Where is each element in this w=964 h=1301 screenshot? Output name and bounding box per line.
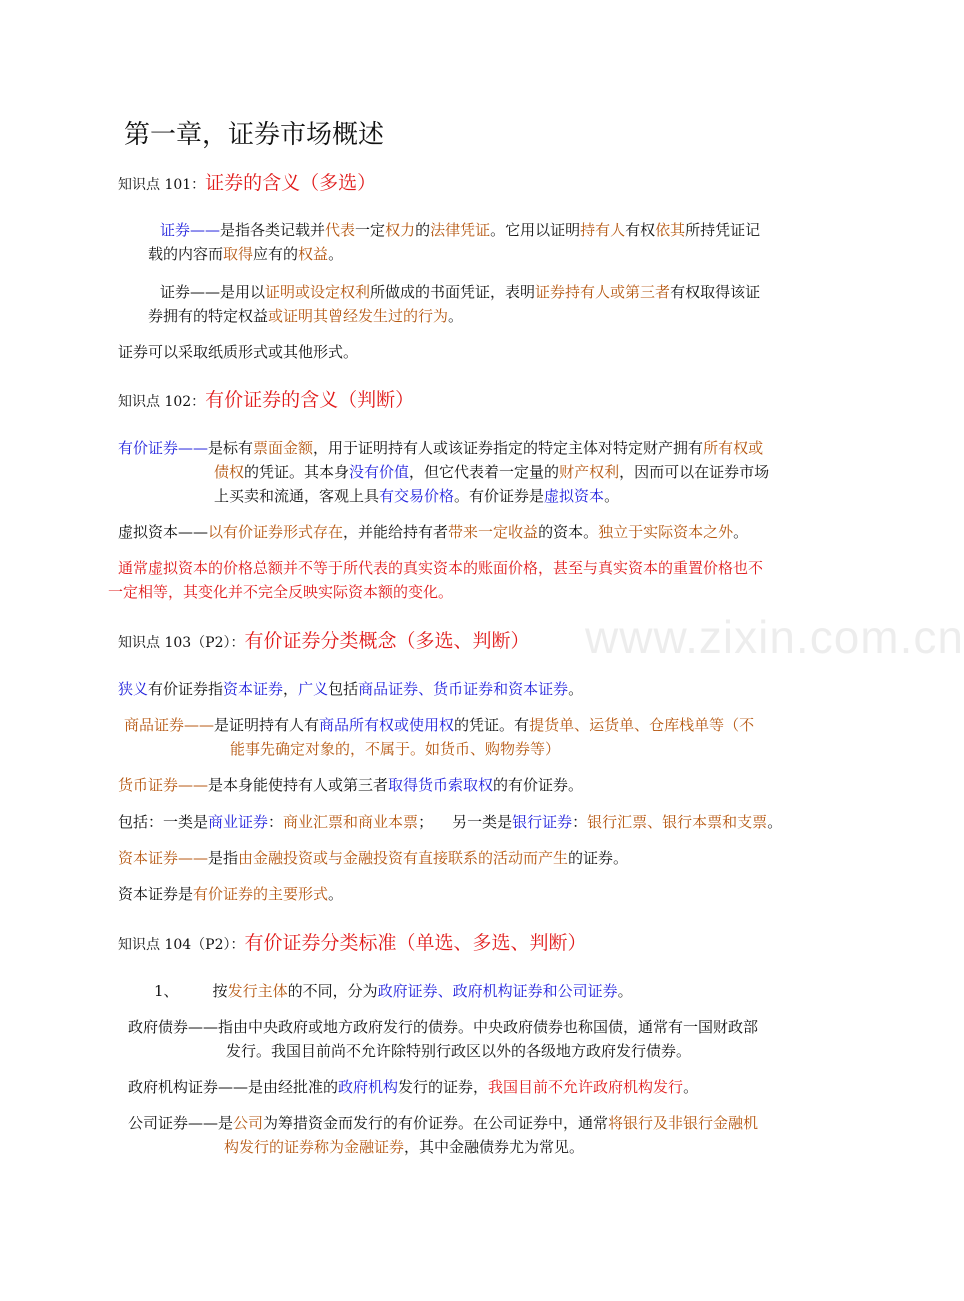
highlight: 独立于实际资本之外 bbox=[598, 523, 734, 541]
text: 。 bbox=[683, 1078, 699, 1096]
text: 所做成的书面凭证，表明 bbox=[370, 283, 536, 301]
term: 商品证券、货币证券和资本证券 bbox=[358, 680, 569, 698]
text: 的证券。 bbox=[568, 849, 629, 867]
kp103-p1 bbox=[118, 677, 583, 701]
kp104-p1-line2: 发行。我国目前尚不允许除特别行政区以外的各级地方政府发行债券。 bbox=[226, 1042, 692, 1060]
kp101-p2-line1 bbox=[160, 280, 760, 304]
text: 的凭证。其本身 bbox=[244, 463, 350, 481]
term: 商品所有权或使用权 bbox=[319, 716, 455, 734]
kp103-p5 bbox=[118, 846, 628, 870]
highlight: 权益 bbox=[298, 245, 329, 263]
text: ，其中金融债券尤为常见。 bbox=[404, 1138, 585, 1156]
kp102-p3-line1: 通常虚拟资本的价格总额并不等于所代表的真实资本的账面价格，甚至与真实资本的重置价格也不 bbox=[118, 559, 764, 577]
highlight: 财产权利 bbox=[559, 463, 620, 481]
text: 是标有 bbox=[208, 439, 254, 457]
highlight: 货币证券—— bbox=[118, 776, 209, 794]
highlight: 依其 bbox=[655, 221, 686, 239]
text: ，并能给持有者 bbox=[343, 523, 449, 541]
kp104-p3-line1 bbox=[128, 1111, 758, 1135]
text: 是指 bbox=[208, 849, 239, 867]
text: 。 bbox=[604, 487, 620, 505]
highlight: 商业汇票和商业本票 bbox=[283, 813, 419, 831]
text: 政府机构证券——是由经批准的 bbox=[128, 1078, 339, 1096]
kp102-prefix: 知识点 102： bbox=[118, 394, 206, 410]
text: 证券——是用以 bbox=[160, 283, 266, 301]
kp104-item1 bbox=[154, 979, 633, 1003]
kp102-heading bbox=[118, 385, 414, 417]
kp102-p1-line1 bbox=[118, 436, 763, 460]
highlight: 提货单、运货单、仓库栈单等（不 bbox=[529, 716, 755, 734]
term: 政府证券、政府机构证券和公司证券 bbox=[377, 982, 618, 1000]
highlight: 法律凭证 bbox=[430, 221, 491, 239]
kp103-p4 bbox=[118, 810, 782, 834]
text: ， bbox=[283, 680, 299, 698]
list-number: 1、 bbox=[154, 982, 179, 1000]
term: 广义 bbox=[298, 680, 329, 698]
kp103-p6 bbox=[118, 882, 343, 906]
text: 券拥有的特定权益 bbox=[148, 307, 269, 325]
kp101-p2-line2 bbox=[148, 304, 463, 328]
term: 商业证券 bbox=[208, 813, 269, 831]
term: 虚拟资本 bbox=[544, 487, 605, 505]
text: 资本证券是 bbox=[118, 885, 194, 903]
highlight: 商品证券—— bbox=[124, 716, 215, 734]
kp101-title: 证券的含义（多选） bbox=[205, 172, 377, 194]
text: 应有的 bbox=[253, 245, 299, 263]
kp101-heading bbox=[118, 168, 376, 200]
highlight: 权力 bbox=[385, 221, 416, 239]
kp101-prefix: 知识点 101： bbox=[118, 177, 206, 193]
text: ： bbox=[572, 813, 588, 831]
term: 没有价值 bbox=[349, 463, 410, 481]
kp104-title: 有价证券分类标准（单选、多选、判断） bbox=[244, 932, 587, 954]
kp103-p3 bbox=[118, 773, 583, 797]
text: 一定 bbox=[355, 221, 386, 239]
highlight: 债权 bbox=[214, 463, 245, 481]
watermark: www.zixin.com.cn bbox=[585, 611, 964, 663]
kp102-p2 bbox=[118, 520, 748, 544]
highlight: 公司 bbox=[233, 1114, 264, 1132]
kp103-heading bbox=[118, 626, 530, 658]
emphasis: 我国目前不允许政府机构发行 bbox=[488, 1078, 684, 1096]
text: 的凭证。有 bbox=[454, 716, 530, 734]
text: 包括 bbox=[328, 680, 359, 698]
text: ，用于证明持有人或该证券指定的特定主体对特定财产拥有 bbox=[313, 439, 704, 457]
term: 政府机构 bbox=[338, 1078, 399, 1096]
text: 。 bbox=[617, 982, 633, 1000]
highlight: 票面金额 bbox=[253, 439, 314, 457]
kp101-p1-line2 bbox=[148, 242, 343, 266]
text: 所持凭证记 bbox=[685, 221, 761, 239]
highlight: 由金融投资或与金融投资有直接联系的活动而产生 bbox=[238, 849, 569, 867]
text: 的有价证券。 bbox=[493, 776, 584, 794]
text: 有价证券指 bbox=[148, 680, 224, 698]
text: 的资本。 bbox=[538, 523, 599, 541]
kp104-heading bbox=[118, 928, 587, 960]
kp104-prefix: 知识点 104（P2）： bbox=[118, 937, 245, 953]
text: 有权取得该证 bbox=[670, 283, 761, 301]
text: 是本身能使持有人或第三者 bbox=[208, 776, 389, 794]
highlight: 证明或设定权利 bbox=[265, 283, 371, 301]
kp103-prefix: 知识点 103（P2）： bbox=[118, 635, 245, 651]
text: 。 bbox=[767, 813, 783, 831]
text: 。 bbox=[328, 245, 344, 263]
kp103-p2-line2: 能事先确定对象的，不属于。如货币、购物券等） bbox=[230, 740, 561, 758]
text: 上买卖和流通，客观上具 bbox=[214, 487, 380, 505]
term-security: 证券—— bbox=[160, 221, 221, 239]
text: 发行的证券， bbox=[398, 1078, 489, 1096]
highlight: 有价证券的主要形式 bbox=[193, 885, 329, 903]
highlight: 发行主体 bbox=[227, 982, 288, 1000]
highlight: 构发行的证券称为金融证券 bbox=[224, 1138, 405, 1156]
text: ，因而可以在证券市场 bbox=[619, 463, 770, 481]
kp102-p1-line3 bbox=[214, 484, 619, 508]
highlight: 资本证券—— bbox=[118, 849, 209, 867]
text: 的不同，分为 bbox=[287, 982, 378, 1000]
kp103-p2-line1 bbox=[124, 713, 754, 737]
text: 是指各类记载并 bbox=[220, 221, 326, 239]
text: 的 bbox=[415, 221, 431, 239]
highlight: 所有权或 bbox=[703, 439, 764, 457]
text: 。 bbox=[568, 680, 584, 698]
chapter-title: 第一章，证券市场概述 bbox=[124, 120, 385, 150]
highlight: 以有价证券形式存在 bbox=[208, 523, 344, 541]
kp101-p3: 证券可以采取纸质形式或其他形式。 bbox=[118, 343, 359, 361]
text: ： bbox=[268, 813, 284, 831]
text: 按 bbox=[212, 982, 228, 1000]
kp104-p2 bbox=[128, 1075, 698, 1099]
text: ，但它代表着一定量的 bbox=[409, 463, 560, 481]
text: 。 bbox=[733, 523, 749, 541]
text: 。 bbox=[328, 885, 344, 903]
text: 有权 bbox=[625, 221, 656, 239]
highlight: 将银行及非银行金融机 bbox=[608, 1114, 759, 1132]
kp104-p3-line2 bbox=[224, 1135, 584, 1159]
text: 是证明持有人有 bbox=[214, 716, 320, 734]
term: 狭义 bbox=[118, 680, 149, 698]
text: 公司证券——是 bbox=[128, 1114, 234, 1132]
highlight: 持有人 bbox=[580, 221, 626, 239]
text: 为筹措资金而发行的有价证券。在公司证券中，通常 bbox=[263, 1114, 609, 1132]
text: 包括：一类是 bbox=[118, 813, 209, 831]
text: 。有价证券是 bbox=[454, 487, 545, 505]
text: 。 bbox=[448, 307, 464, 325]
kp104-p1-line1: 政府债券——指由中央政府或地方政府发行的债券。中央政府债券也称国债，通常有一国财政部 bbox=[128, 1018, 759, 1036]
kp103-title: 有价证券分类概念（多选、判断） bbox=[244, 630, 530, 652]
text: ； 另一类是 bbox=[418, 813, 513, 831]
highlight: 取得 bbox=[223, 245, 254, 263]
text: 载的内容而 bbox=[148, 245, 224, 263]
term: 银行证券 bbox=[512, 813, 573, 831]
kp102-p1-line2 bbox=[214, 460, 769, 484]
text: 。它用以证明 bbox=[490, 221, 581, 239]
highlight: 或证明其曾经发生过的行为 bbox=[268, 307, 449, 325]
term: 有交易价格 bbox=[379, 487, 455, 505]
term: 取得货币索取权 bbox=[388, 776, 494, 794]
kp102-p3-line2: 一定相等，其变化并不完全反映实际资本额的变化。 bbox=[108, 583, 454, 601]
kp102-title: 有价证券的含义（判断） bbox=[205, 389, 415, 411]
highlight: 代表 bbox=[325, 221, 356, 239]
highlight: 带来一定收益 bbox=[448, 523, 539, 541]
highlight: 银行汇票、银行本票和支票 bbox=[587, 813, 768, 831]
highlight: 证券持有人或第三者 bbox=[535, 283, 671, 301]
kp101-p1-line1 bbox=[160, 218, 760, 242]
text: 虚拟资本—— bbox=[118, 523, 209, 541]
term: 资本证券 bbox=[223, 680, 284, 698]
term: 有价证券—— bbox=[118, 439, 209, 457]
